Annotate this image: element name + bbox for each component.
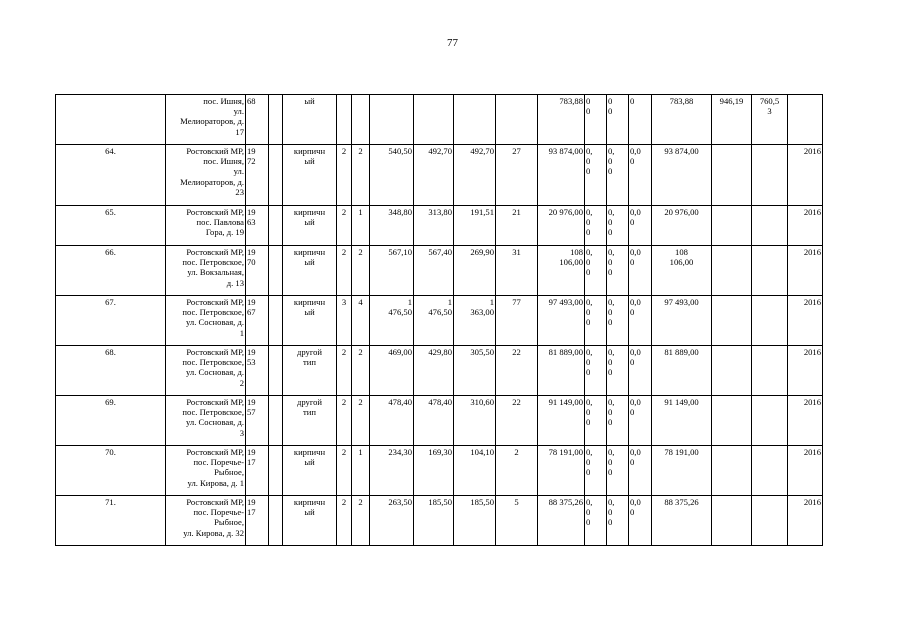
table-row (56, 95, 823, 145)
wall-material-cell: кирпичн ый (283, 246, 337, 296)
residents-cell: 22 (496, 396, 538, 446)
row-number-cell (56, 95, 166, 145)
build-year-cell: 19 63 (246, 206, 269, 246)
residents-cell: 5 (496, 496, 538, 546)
repair-cost-cell: 20 976,00 (538, 206, 585, 246)
repair-cost-cell: 91 149,00 (538, 396, 585, 446)
total-cost-cell: 108 106,00 (652, 246, 712, 296)
table-row (56, 396, 823, 446)
limit-cost-cell (752, 396, 788, 446)
funding-zero-1-cell: 0, 0 0 (585, 206, 607, 246)
residential-area-cell: 104,10 (454, 446, 496, 496)
total-cost-cell: 78 191,00 (652, 446, 712, 496)
total-cost-cell: 88 375,26 (652, 496, 712, 546)
unit-cost-cell (712, 346, 752, 396)
repair-cost-cell: 97 493,00 (538, 296, 585, 346)
living-area-cell: 567,40 (414, 246, 454, 296)
living-area-cell (414, 95, 454, 145)
entrances-cell: 1 (352, 206, 370, 246)
address-cell: Ростовский МР, пос. Павлова Гора, д. 19 (166, 206, 246, 246)
blank-cell-cell (269, 206, 283, 246)
repair-cost-cell: 93 874,00 (538, 145, 585, 206)
residential-area-cell: 305,50 (454, 346, 496, 396)
funding-zero-3-cell: 0,0 0 (629, 396, 652, 446)
limit-cost-cell (752, 446, 788, 496)
funding-zero-3-cell: 0,0 0 (629, 446, 652, 496)
funding-zero-1-cell: 0, 0 0 (585, 346, 607, 396)
residents-cell: 31 (496, 246, 538, 296)
build-year-cell: 19 17 (246, 496, 269, 546)
completion-year-cell (788, 95, 823, 145)
address-cell: Ростовский МР, пос. Петровское, ул. Вокзальная, д. 13 (166, 246, 246, 296)
limit-cost-cell (752, 296, 788, 346)
residential-area-cell: 1 363,00 (454, 296, 496, 346)
living-area-cell: 169,30 (414, 446, 454, 496)
total-area-cell: 540,50 (370, 145, 414, 206)
address-cell: пос. Ишня, ул. Мелиораторов, д. 17 (166, 95, 246, 145)
completion-year-cell: 2016 (788, 446, 823, 496)
living-area-cell: 429,80 (414, 346, 454, 396)
blank-cell-cell (269, 396, 283, 446)
limit-cost-cell: 760,5 3 (752, 95, 788, 145)
total-cost-cell: 97 493,00 (652, 296, 712, 346)
wall-material-cell: кирпичн ый (283, 206, 337, 246)
blank-cell-cell (269, 145, 283, 206)
floors-cell: 2 (337, 496, 352, 546)
funding-zero-2-cell: 0 0 (607, 95, 629, 145)
funding-zero-2-cell: 0, 0 0 (607, 346, 629, 396)
residential-area-cell: 269,90 (454, 246, 496, 296)
funding-zero-2-cell: 0, 0 0 (607, 206, 629, 246)
residents-cell: 27 (496, 145, 538, 206)
living-area-cell: 478,40 (414, 396, 454, 446)
floors-cell: 2 (337, 246, 352, 296)
build-year-cell: 19 70 (246, 246, 269, 296)
limit-cost-cell (752, 246, 788, 296)
wall-material-cell: кирпичн ый (283, 446, 337, 496)
table-row (56, 246, 823, 296)
unit-cost-cell (712, 296, 752, 346)
funding-zero-2-cell: 0, 0 0 (607, 446, 629, 496)
address-cell: Ростовский МР, пос. Поречье- Рыбное, ул. Кирова, д. 1 (166, 446, 246, 496)
table-row (56, 496, 823, 546)
funding-zero-1-cell: 0, 0 0 (585, 246, 607, 296)
funding-zero-1-cell: 0, 0 0 (585, 396, 607, 446)
completion-year-cell: 2016 (788, 145, 823, 206)
funding-zero-2-cell: 0, 0 0 (607, 296, 629, 346)
build-year-cell: 68 (246, 95, 269, 145)
table-row (56, 206, 823, 246)
housing-register-table (55, 94, 823, 546)
wall-material-cell: другой тип (283, 346, 337, 396)
wall-material-cell: кирпичн ый (283, 145, 337, 206)
blank-cell-cell (269, 95, 283, 145)
total-area-cell: 263,50 (370, 496, 414, 546)
living-area-cell: 1 476,50 (414, 296, 454, 346)
floors-cell: 2 (337, 206, 352, 246)
row-number-cell: 68. (56, 346, 166, 396)
total-cost-cell: 81 889,00 (652, 346, 712, 396)
total-area-cell: 348,80 (370, 206, 414, 246)
residents-cell: 22 (496, 346, 538, 396)
entrances-cell: 2 (352, 396, 370, 446)
total-area-cell: 478,40 (370, 396, 414, 446)
row-number-cell: 69. (56, 396, 166, 446)
repair-cost-cell: 108 106,00 (538, 246, 585, 296)
residents-cell: 2 (496, 446, 538, 496)
funding-zero-3-cell: 0,0 0 (629, 296, 652, 346)
completion-year-cell: 2016 (788, 296, 823, 346)
limit-cost-cell (752, 145, 788, 206)
residential-area-cell (454, 95, 496, 145)
total-area-cell: 234,30 (370, 446, 414, 496)
build-year-cell: 19 53 (246, 346, 269, 396)
blank-cell-cell (269, 246, 283, 296)
floors-cell (337, 95, 352, 145)
address-cell: Ростовский МР, пос. Петровское, ул. Сосновая, д. 1 (166, 296, 246, 346)
build-year-cell: 19 57 (246, 396, 269, 446)
completion-year-cell: 2016 (788, 246, 823, 296)
floors-cell: 2 (337, 145, 352, 206)
residential-area-cell: 310,60 (454, 396, 496, 446)
build-year-cell: 19 67 (246, 296, 269, 346)
residents-cell: 21 (496, 206, 538, 246)
total-cost-cell: 93 874,00 (652, 145, 712, 206)
funding-zero-2-cell: 0, 0 0 (607, 496, 629, 546)
residents-cell (496, 95, 538, 145)
funding-zero-3-cell: 0,0 0 (629, 145, 652, 206)
wall-material-cell: ый (283, 95, 337, 145)
table-row (56, 145, 823, 206)
unit-cost-cell (712, 496, 752, 546)
table-row (56, 346, 823, 396)
total-area-cell: 1 476,50 (370, 296, 414, 346)
page-number: 77 (447, 37, 458, 49)
limit-cost-cell (752, 496, 788, 546)
completion-year-cell: 2016 (788, 206, 823, 246)
funding-zero-3-cell: 0,0 0 (629, 496, 652, 546)
entrances-cell: 4 (352, 296, 370, 346)
living-area-cell: 313,80 (414, 206, 454, 246)
blank-cell-cell (269, 346, 283, 396)
repair-cost-cell: 78 191,00 (538, 446, 585, 496)
living-area-cell: 185,50 (414, 496, 454, 546)
repair-cost-cell: 88 375,26 (538, 496, 585, 546)
wall-material-cell: другой тип (283, 396, 337, 446)
funding-zero-2-cell: 0, 0 0 (607, 145, 629, 206)
funding-zero-1-cell: 0, 0 0 (585, 296, 607, 346)
build-year-cell: 19 72 (246, 145, 269, 206)
floors-cell: 2 (337, 446, 352, 496)
unit-cost-cell (712, 246, 752, 296)
total-area-cell (370, 95, 414, 145)
limit-cost-cell (752, 206, 788, 246)
unit-cost-cell (712, 145, 752, 206)
address-cell: Ростовский МР, пос. Поречье- Рыбное, ул. Кирова, д. 32 (166, 496, 246, 546)
row-number-cell: 65. (56, 206, 166, 246)
row-number-cell: 70. (56, 446, 166, 496)
unit-cost-cell: 946,19 (712, 95, 752, 145)
residential-area-cell: 185,50 (454, 496, 496, 546)
living-area-cell: 492,70 (414, 145, 454, 206)
funding-zero-1-cell: 0 0 (585, 95, 607, 145)
funding-zero-3-cell: 0,0 0 (629, 346, 652, 396)
entrances-cell: 2 (352, 496, 370, 546)
funding-zero-3-cell: 0 (629, 95, 652, 145)
floors-cell: 2 (337, 346, 352, 396)
completion-year-cell: 2016 (788, 346, 823, 396)
entrances-cell: 2 (352, 346, 370, 396)
floors-cell: 2 (337, 396, 352, 446)
entrances-cell: 2 (352, 145, 370, 206)
entrances-cell (352, 95, 370, 145)
row-number-cell: 64. (56, 145, 166, 206)
table-row (56, 446, 823, 496)
unit-cost-cell (712, 206, 752, 246)
total-area-cell: 469,00 (370, 346, 414, 396)
wall-material-cell: кирпичн ый (283, 496, 337, 546)
funding-zero-3-cell: 0,0 0 (629, 246, 652, 296)
funding-zero-2-cell: 0, 0 0 (607, 396, 629, 446)
table-body (56, 95, 823, 546)
row-number-cell: 66. (56, 246, 166, 296)
total-cost-cell: 783,88 (652, 95, 712, 145)
funding-zero-2-cell: 0, 0 0 (607, 246, 629, 296)
unit-cost-cell (712, 446, 752, 496)
wall-material-cell: кирпичн ый (283, 296, 337, 346)
entrances-cell: 1 (352, 446, 370, 496)
total-area-cell: 567,10 (370, 246, 414, 296)
funding-zero-3-cell: 0,0 0 (629, 206, 652, 246)
address-cell: Ростовский МР, пос. Ишня, ул. Мелиораторов, д. 23 (166, 145, 246, 206)
blank-cell-cell (269, 296, 283, 346)
address-cell: Ростовский МР, пос. Петровское, ул. Сосновая, д. 3 (166, 396, 246, 446)
address-cell: Ростовский МР, пос. Петровское, ул. Сосновая, д. 2 (166, 346, 246, 396)
table-row (56, 296, 823, 346)
residents-cell: 77 (496, 296, 538, 346)
row-number-cell: 71. (56, 496, 166, 546)
repair-cost-cell: 783,88 (538, 95, 585, 145)
completion-year-cell: 2016 (788, 396, 823, 446)
completion-year-cell: 2016 (788, 496, 823, 546)
limit-cost-cell (752, 346, 788, 396)
row-number-cell: 67. (56, 296, 166, 346)
floors-cell: 3 (337, 296, 352, 346)
build-year-cell: 19 17 (246, 446, 269, 496)
blank-cell-cell (269, 496, 283, 546)
blank-cell-cell (269, 446, 283, 496)
residential-area-cell: 492,70 (454, 145, 496, 206)
repair-cost-cell: 81 889,00 (538, 346, 585, 396)
total-cost-cell: 20 976,00 (652, 206, 712, 246)
unit-cost-cell (712, 396, 752, 446)
entrances-cell: 2 (352, 246, 370, 296)
funding-zero-1-cell: 0, 0 0 (585, 496, 607, 546)
funding-zero-1-cell: 0, 0 0 (585, 145, 607, 206)
funding-zero-1-cell: 0, 0 0 (585, 446, 607, 496)
residential-area-cell: 191,51 (454, 206, 496, 246)
total-cost-cell: 91 149,00 (652, 396, 712, 446)
